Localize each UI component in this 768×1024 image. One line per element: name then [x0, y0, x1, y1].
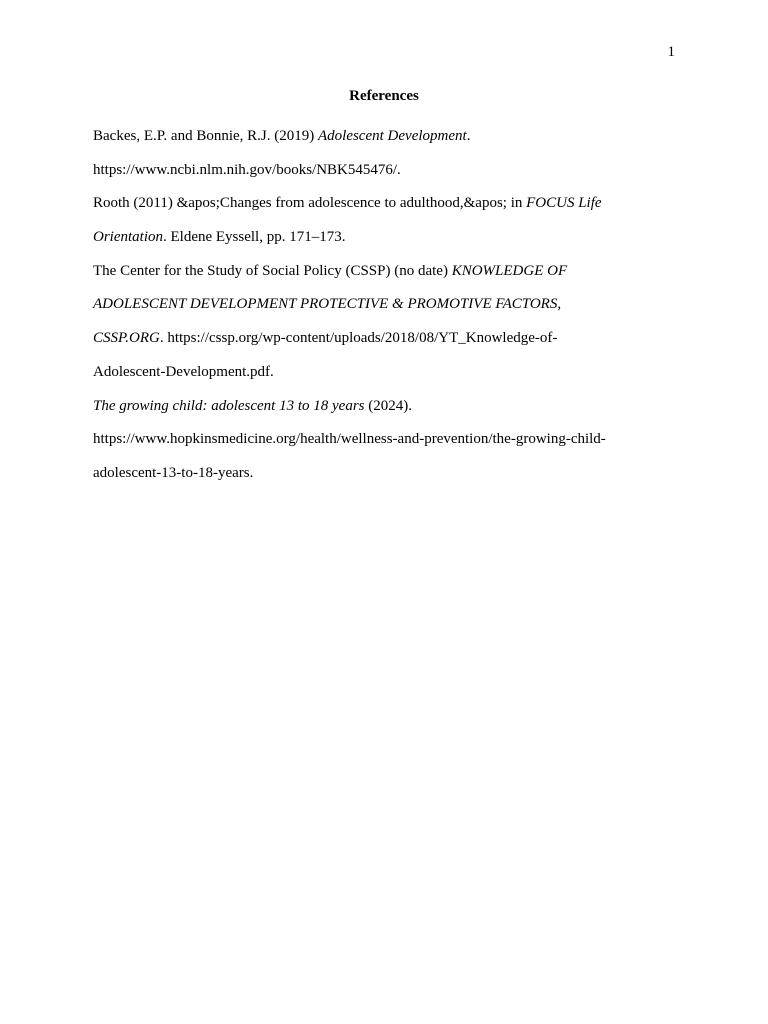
reference-text: adolescent-13-to-18-years. — [93, 464, 254, 481]
reference-italic-text: Orientation — [93, 229, 163, 246]
reference-line — [93, 154, 679, 188]
reference-line — [93, 288, 679, 322]
reference-line — [93, 221, 679, 255]
reference-text: , — [557, 296, 562, 313]
reference-italic-text: Adolescent Development — [317, 128, 467, 144]
reference-text: Rooth (2011) &apos;Changes from adolescence to adulthood,&apos; in — [93, 195, 527, 212]
reference-text: (2024). — [364, 397, 412, 414]
reference-text: Adolescent-Development.pdf. — [93, 363, 274, 380]
reference-italic-text: The growing child: adolescent 13 to 18 years — [93, 397, 365, 414]
reference-text: Backes, E.P. and Bonnie, R.J. (2019) — [93, 128, 318, 144]
reference-line — [93, 390, 679, 424]
reference-line — [93, 187, 679, 221]
page-number: 1 — [667, 44, 675, 60]
reference-text: https://www.ncbi.nlm.nih.gov/books/NBK545476/. — [93, 161, 401, 178]
reference-entry — [93, 390, 679, 491]
reference-text: The Center for the Study of Social Policy (CSSP) (no date) — [93, 262, 452, 279]
reference-text: . Eldene Eyssell, pp. 171–173. — [163, 229, 346, 246]
page-title: References — [349, 88, 419, 104]
reference-italic-text: KNOWLEDGE OF — [451, 262, 568, 279]
reference-entry — [93, 187, 679, 254]
reference-line — [93, 457, 679, 491]
reference-italic-text: ADOLESCENT DEVELOPMENT PROTECTIVE & PROMOTIVE FACTORS — [93, 296, 558, 313]
reference-line — [93, 356, 679, 390]
reference-text: https://www.hopkinsmedicine.org/health/wellness-and-prevention/the-growing-child- — [93, 431, 606, 448]
reference-text: . https://cssp.org/wp-content/uploads/2018/08/YT_Knowledge-of- — [159, 330, 558, 347]
reference-list — [93, 120, 679, 491]
reference-line — [93, 120, 679, 154]
reference-text: . — [466, 128, 471, 144]
reference-entry — [93, 255, 679, 390]
reference-italic-text: CSSP.ORG — [93, 330, 160, 347]
reference-entry — [93, 120, 679, 187]
reference-line — [93, 423, 679, 457]
reference-line — [93, 255, 679, 289]
reference-line — [93, 322, 679, 356]
reference-italic-text: FOCUS Life — [526, 195, 602, 212]
